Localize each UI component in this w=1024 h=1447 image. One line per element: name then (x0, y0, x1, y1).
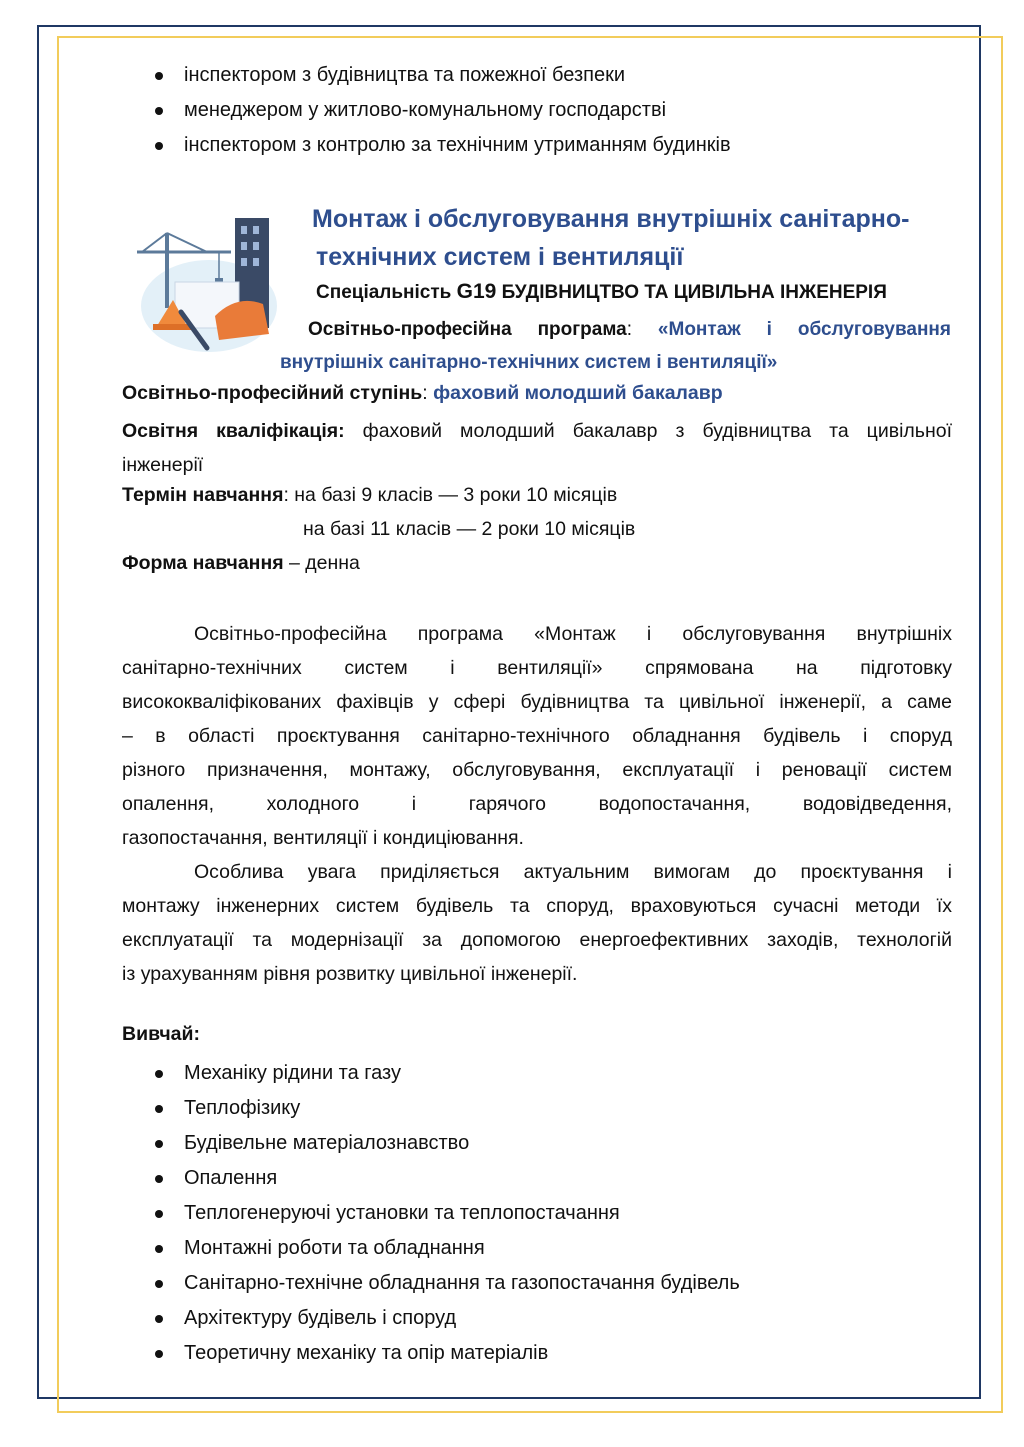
program-title (312, 200, 972, 276)
construction-illustration (127, 208, 287, 358)
edu-prog-line1 (280, 313, 951, 346)
degree-line (122, 382, 723, 405)
list-item: Теплофізику (150, 1091, 740, 1126)
paragraph-line: Освітньо-професійна програма «Монтаж і обслуговування внутрішніх (194, 623, 952, 645)
list-item: Архітектуру будівель і споруд (150, 1301, 740, 1336)
edu-prog-colon: : (626, 319, 658, 340)
list-item: Опалення (150, 1161, 740, 1196)
study-list (150, 1056, 740, 1371)
list-item: Будівельне матеріалознавство (150, 1126, 740, 1161)
edu-prog-value-line2: внутрішніх санітарно-технічних систем і вентиляції» (280, 352, 778, 373)
paragraph-line: Особлива увага приділяється актуальним вимогам до проєктування і (194, 861, 952, 883)
description-paragraph-2 (122, 855, 952, 991)
list-item: Механіку рідини та газу (150, 1056, 740, 1091)
degree-label: Освітньо-професійний ступінь (122, 382, 423, 404)
form-line (122, 552, 360, 575)
degree-value: фаховий молодший бакалавр (433, 382, 723, 404)
educational-program (280, 313, 951, 379)
paragraph-line: різного призначення, монтажу, обслуговування, експлуатації і реновації систем (122, 759, 952, 781)
paragraph-line: монтажу інженерних систем будівель та споруд, враховуються сучасні методи їх (122, 895, 952, 917)
list-item: Монтажні роботи та обладнання (150, 1231, 740, 1266)
list-item: Санітарно-технічне обладнання та газопостачання будівель (150, 1266, 740, 1301)
paragraph-line: – в області проєктування санітарно-технічного обладнання будівель і споруд (122, 725, 952, 747)
term-line1 (122, 484, 617, 507)
edu-prog-value-line1: «Монтаж і обслуговування (657, 319, 951, 340)
specialty-code: G19 (456, 280, 497, 303)
paragraph-line: висококваліфікованих фахівців у сфері будівництва та цивільної інженерії, а саме (122, 691, 952, 713)
specialty-name: БУДІВНИЦТВО ТА ЦИВІЛЬНА ІНЖЕНЕРІЯ (496, 282, 887, 303)
list-item: інспектором з контролю за технічним утриманням будинків (150, 128, 731, 163)
term-value-line1: : на базі 9 класів — 3 роки 10 місяців (283, 484, 618, 506)
paragraph-line: санітарно-технічних систем і вентиляції» спрямована на підготовку (122, 657, 952, 679)
qualification-line1 (122, 414, 952, 448)
qualification (122, 414, 952, 482)
paragraph-line: експлуатації та модернізації за допомогою енергоефективних заходів, технологій (122, 929, 952, 951)
career-list (150, 58, 731, 163)
term-value-line2: на базі 11 класів — 2 роки 10 місяців (303, 518, 636, 540)
qualification-value-line2: інженерії (122, 454, 204, 476)
list-item: Теплогенеруючі установки та теплопостачання (150, 1196, 740, 1231)
list-item: менеджером у житлово-комунальному господарстві (150, 93, 731, 128)
list-item: інспектором з будівництва та пожежної безпеки (150, 58, 731, 93)
edu-prog-label: Освітньо-професійна програма (308, 319, 627, 340)
qualification-label: Освітня кваліфікація: (122, 420, 345, 442)
paragraph-line: газопостачання, вентиляції і кондиціювання. (122, 827, 524, 849)
program-title-line1: Монтаж і обслуговування внутрішніх санітарно- (312, 205, 910, 233)
term-line2 (303, 518, 635, 541)
degree-colon: : (422, 382, 434, 404)
paragraph-line: із урахуванням рівня розвитку цивільної інженерії. (122, 963, 578, 985)
specialty-line (316, 280, 887, 304)
form-value: – денна (283, 552, 360, 574)
specialty-label: Спеціальність (316, 282, 457, 303)
form-label: Форма навчання (122, 552, 284, 574)
term-label: Термін навчання (122, 484, 284, 506)
description-paragraph-1 (122, 617, 952, 855)
paragraph-line: опалення, холодного і гарячого водопостачання, водовідведення, (122, 793, 952, 815)
qualification-value-line1: фаховий молодший бакалавр з будівництва та цивільної (344, 420, 952, 442)
list-item: Теоретичну механіку та опір матеріалів (150, 1336, 740, 1371)
program-title-line2: технічних систем і вентиляції (316, 243, 684, 271)
study-heading: Вивчай: (122, 1023, 200, 1045)
